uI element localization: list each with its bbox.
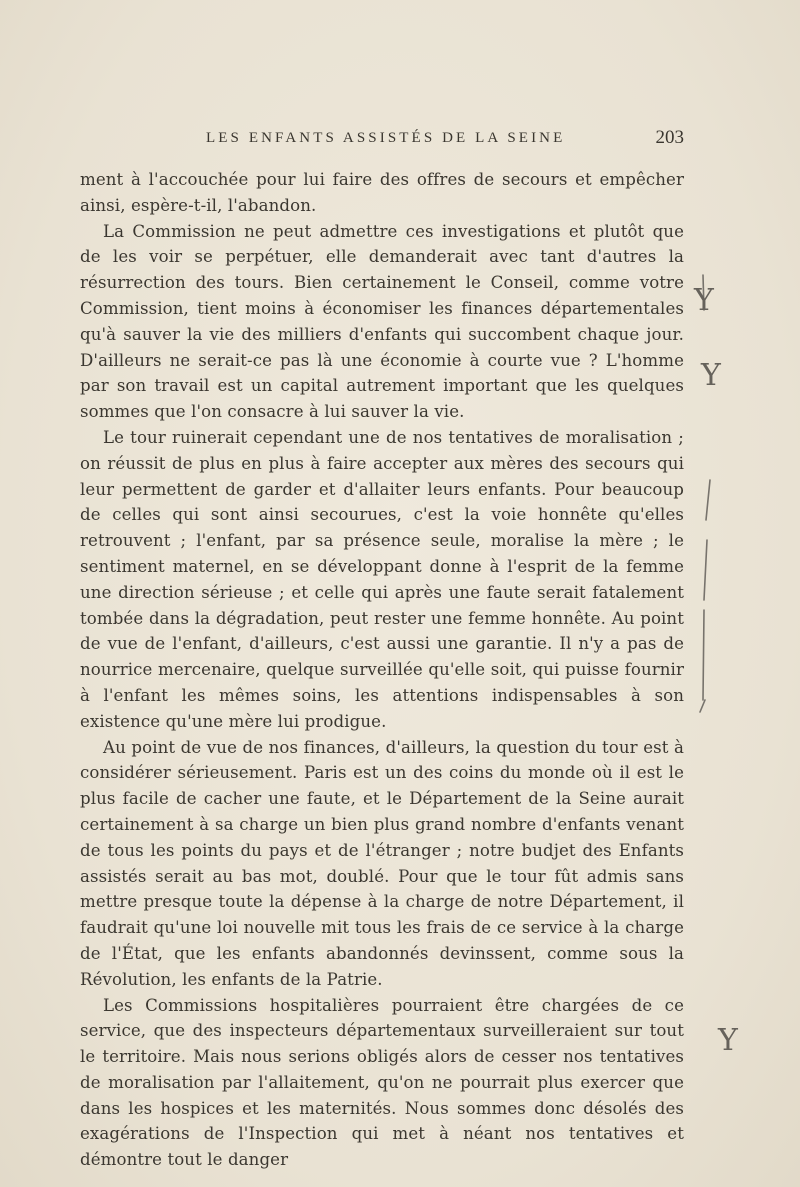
paragraph: Au point de vue de nos finances, d'ailleurs, la question du tour est à considérer sérieusement. Paris est un des coins du monde où il est le plus facile de cacher une faute, et le Département de la Seine aurait certainement à sa charge un bien plus grand nombre d'enfants venant de tous les points du pays et de l'étranger ; notre budjet des Enfants assistés serait au bas mot, doublé. Pour que le tour fût admis sans mettre presque toute la dépense à la charge de notre Département, il faudrait qu'une loi nouvelle mit tous les frais de ce service à la charge de l'État, que les enfants abandonnés devinssent, comme sous la Révolution, les enfants de la Patrie. [80, 737, 684, 989]
body-text [80, 167, 684, 1173]
running-head: LES ENFANTS ASSISTÉS DE LA SEINE [206, 130, 566, 146]
margin-annotation: Y [718, 1023, 738, 1058]
paragraph: ment à l'accouchée pour lui faire des offres de secours et empêcher ainsi, espère-t-il, l'abandon. [80, 170, 684, 215]
paragraph: Le tour ruinerait cependant une de nos tentatives de moralisation ; on réussit de plus en plus à faire accepter aux mères des secours qui leur permettent de garder et d'allaiter leurs enfants. Pour beaucoup de celles qui sont ainsi secourues, c'est la voie honnête qu'elles retrouvent ; l'enfant, par sa présence seule, moralise la mère ; le sentiment maternel, en se développant donne à l'esprit de la femme une direction sérieuse ; et celle qui après une faute serait fatalement tombée dans la dégradation, peut rester une femme honnête. Au point de vue de l'enfant, d'ailleurs, c'est aussi une garantie. Il n'y a pas de nourrice mercenaire, quelque surveillée qu'elle soit, qui puisse fournir à l'enfant les mêmes soins, les attentions indispensables à son existence qu'une mère lui prodigue. [80, 427, 684, 731]
page-header [206, 127, 684, 154]
paragraph: Les Commissions hospitalières pourraient être chargées de ce service, que des inspecteurs départementaux surveilleraient sur tout le territoire. Mais nous serions obligés alors de cesser nos tentatives de moralisation par l'allaitement, qu'on ne pourrait plus exercer que dans les hospices et les maternités. Nous sommes donc désolés des exagérations de l'Inspection qui met à néant nos tentatives et démontre tout le danger [80, 995, 684, 1170]
paragraph: La Commission ne peut admettre ces investigations et plutôt que de les voir se perpétuer, elle demanderait avec tant d'autres la résurrection des tours. Bien certainement le Conseil, comme votre Commission, tient moins à économiser les finances départementales qu'à sauver la vie des milliers d'enfants qui succombent chaque jour. D'ailleurs ne serait-ce pas là une économie à courte vue ? L'homme par son travail est un capital autrement important que les quelques sommes que l'on consacre à lui sauver la vie. [80, 221, 684, 422]
margin-annotation: Y [694, 283, 714, 318]
margin-annotation: Y [701, 358, 721, 393]
page-number: 203 [655, 127, 684, 148]
